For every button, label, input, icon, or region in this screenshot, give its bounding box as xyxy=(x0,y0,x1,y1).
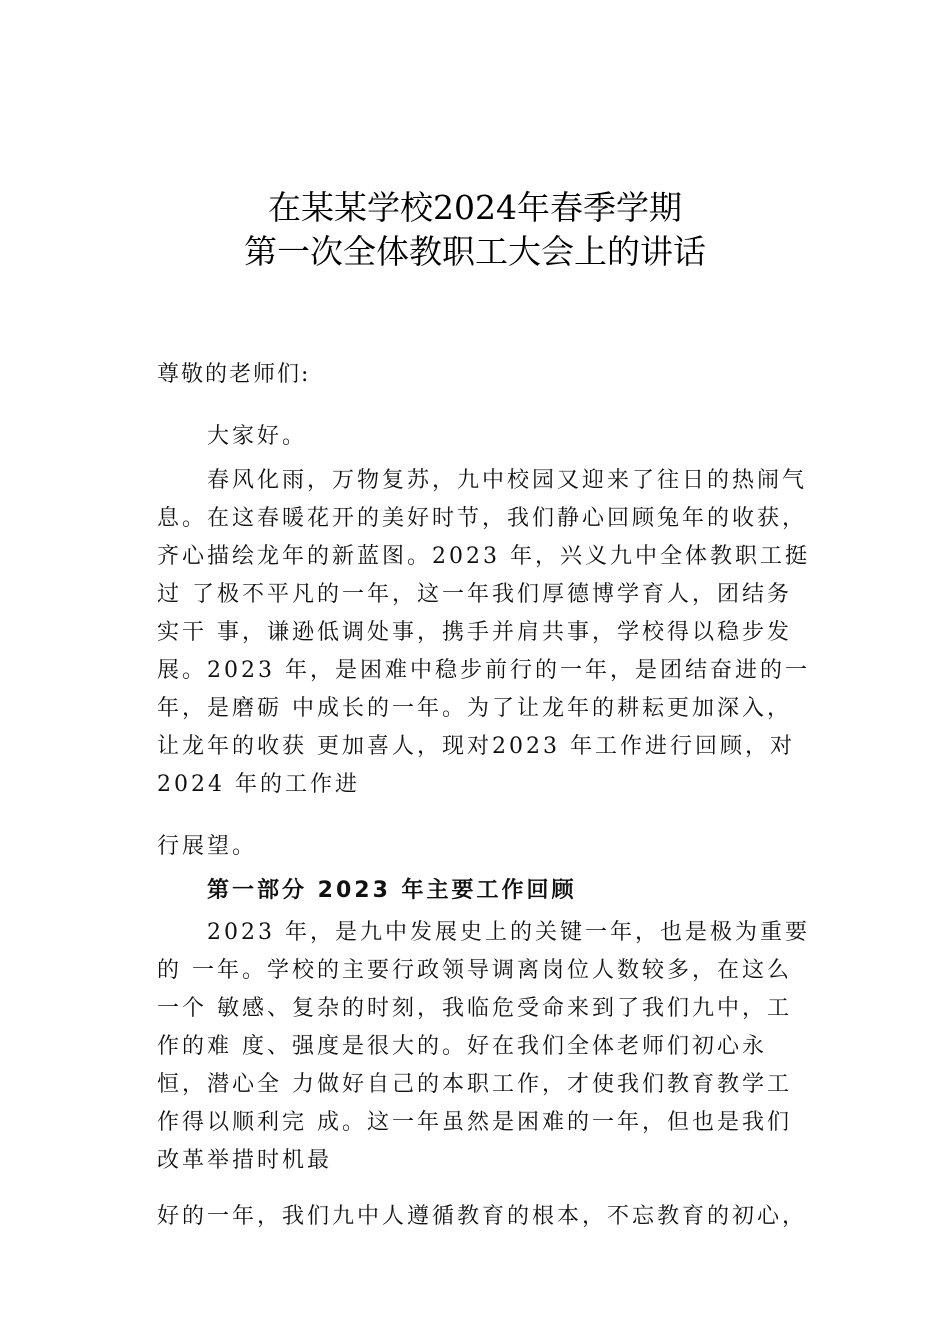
paragraph-line: 实干 事，谦逊低调处事，携手并肩共事，学校得以稳步发 xyxy=(157,620,792,645)
salutation: 尊敬的老师们: xyxy=(157,362,311,387)
section-heading: 第一部分 2023 年主要工作回顾 xyxy=(207,878,577,903)
paragraph-line: 作的难 度、强度是很大的。好在我们全体老师们初心永 xyxy=(157,1034,767,1059)
paragraph-line: 过 了极不平凡的一年，这一年我们厚德博学育人，团结务 xyxy=(157,582,792,607)
paragraph-line: 一个 敏感、复杂的时刻，我临危受命来到了我们九中，工 xyxy=(157,996,792,1021)
paragraph-line: 息。在这春暖花开的美好时节，我们静心回顾兔年的收获， xyxy=(157,506,808,531)
title-line-2: 第一次全体教职工大会上的讲话 xyxy=(244,232,706,271)
paragraph-line: 2024 年的工作进 xyxy=(157,772,360,797)
paragraph-line: 年，是磨砺 中成长的一年。为了让龙年的耕耘更加深入， xyxy=(157,696,792,721)
paragraph-1 xyxy=(157,462,825,804)
title-line-1: 在某某学校2024年春季学期 xyxy=(268,188,682,227)
paragraph-line: 改革举措时机最 xyxy=(157,1148,333,1173)
paragraph-line: 作得以顺利完 成。这一年虽然是困难的一年，但也是我们 xyxy=(157,1110,792,1135)
greeting: 大家好。 xyxy=(207,424,308,449)
paragraph-line: 齐心描绘龙年的新蓝图。2023 年，兴义九中全体教职工挺 xyxy=(157,544,810,569)
paragraph-line: 的 一年。学校的主要行政领导调离岗位人数较多，在这么 xyxy=(157,958,792,983)
paragraph-3: 好的一年，我们九中人遵循教育的根本，不忘教育的初心， xyxy=(157,1204,808,1229)
document-title xyxy=(0,186,950,274)
paragraph-2 xyxy=(157,914,825,1180)
paragraph-line: 展。2023 年，是困难中稳步前行的一年，是团结奋进的一 xyxy=(157,658,810,683)
paragraph-line: 春风化雨，万物复苏，九中校园又迎来了往日的热闹气 xyxy=(207,468,808,493)
paragraph-line: 2023 年，是九中发展史上的关键一年，也是极为重要 xyxy=(207,920,810,945)
paragraph-line: 让龙年的收获 更加喜人，现对2023 年工作进行回顾，对 xyxy=(157,734,795,759)
paragraph-line: 恒，潜心全 力做好自己的本职工作，才使我们教育教学工 xyxy=(157,1072,792,1097)
paragraph-1-tail: 行展望。 xyxy=(157,834,258,859)
